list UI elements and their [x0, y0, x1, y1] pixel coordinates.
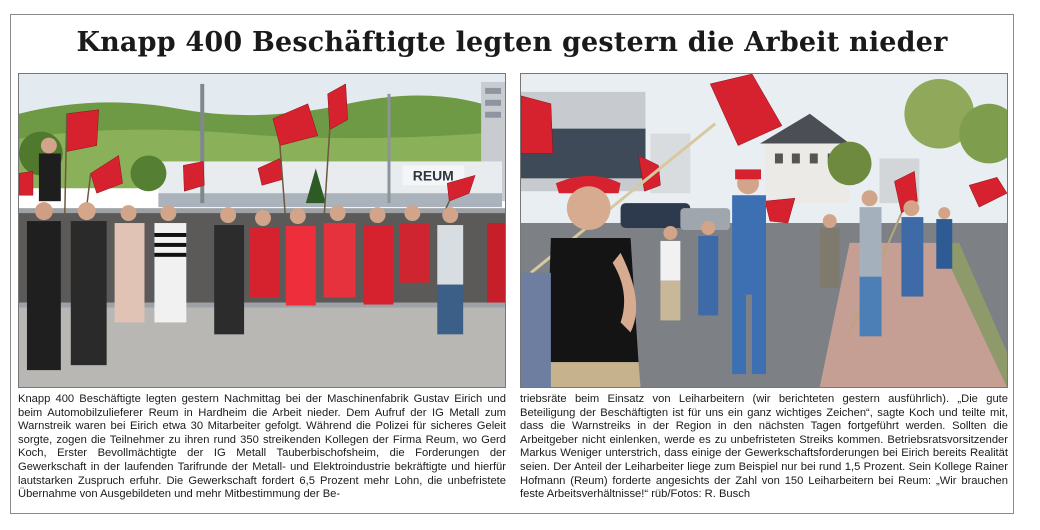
caption-left-text: Knapp 400 Beschäftigte legten gestern Nachmittag bei der Maschinenfabrik Gustav Eirich und beim Automobilzulieferer Reum in Hardheim die Arbeit nieder. Dem Aufruf der IG Metall zum Warnstreik waren bei Eirich etwa 30 Mitarbeiter gefolgt. Während die Polizei für sicheres Geleit sorgte, zogen die Teilnehmer zu ihren rund 350 streikenden Kollegen der Firma Reum, wo Gerd Koch, Erster Bevollmächtigte der IG Metall Tauberbischofsheim, die Forderungen der Gewerkschaft in der laufenden Tarifrunde der Metall- und Elektroindustrie bekräftigte und hierfür lautstarken Zuspruch erfuhr. Die Gewerkschaft fordert 6,5 Prozent mehr Lohn, die unbefristete Übernahme von Ausgebildeten und mehr Mitbestimmung der Be-: [18, 393, 506, 501]
photo-strike-march: [520, 73, 1008, 388]
caption-right-column: [520, 393, 1008, 502]
article-headline: Knapp 400 Beschäftigte legten gestern die Arbeit nieder: [76, 27, 948, 58]
photo-strike-crowd: [18, 73, 506, 388]
caption-right-text: triebsräte beim Einsatz von Leiharbeitern (wir berichteten gestern ausführlich). „Die gute Beteiligung der Beschäftigten ist für uns ein ganz wichtiges Zeichen“, sagte Koch und teilte mit, dass die Warnstreiks in der Region in den nächsten Tagen fortgeführt werden. Sollten die Arbeitgeber nicht einlenken, werde es zu unbefristeten Streiks kommen. Betriebsratsvorsitzender Markus Weniger unterstrich, dass einige der Gewerkschaftsforderungen bei Eirich bereits Realität seien. Der Anteil der Leiharbeiter liege zum Beispiel nur bei rund 1,5 Prozent. Sein Kollege Rainer Hofmann (Reum) forderte angesichts der Zahl von 150 Leiharbeitern bei Reum: „Wir brauchen feste Arbeitsverhältnisse!“ rüb/Fotos: R. Busch: [520, 393, 1008, 501]
caption-left-column: [18, 393, 506, 502]
article-frame: [10, 14, 1014, 514]
reum-sign: REUM: [412, 167, 454, 184]
